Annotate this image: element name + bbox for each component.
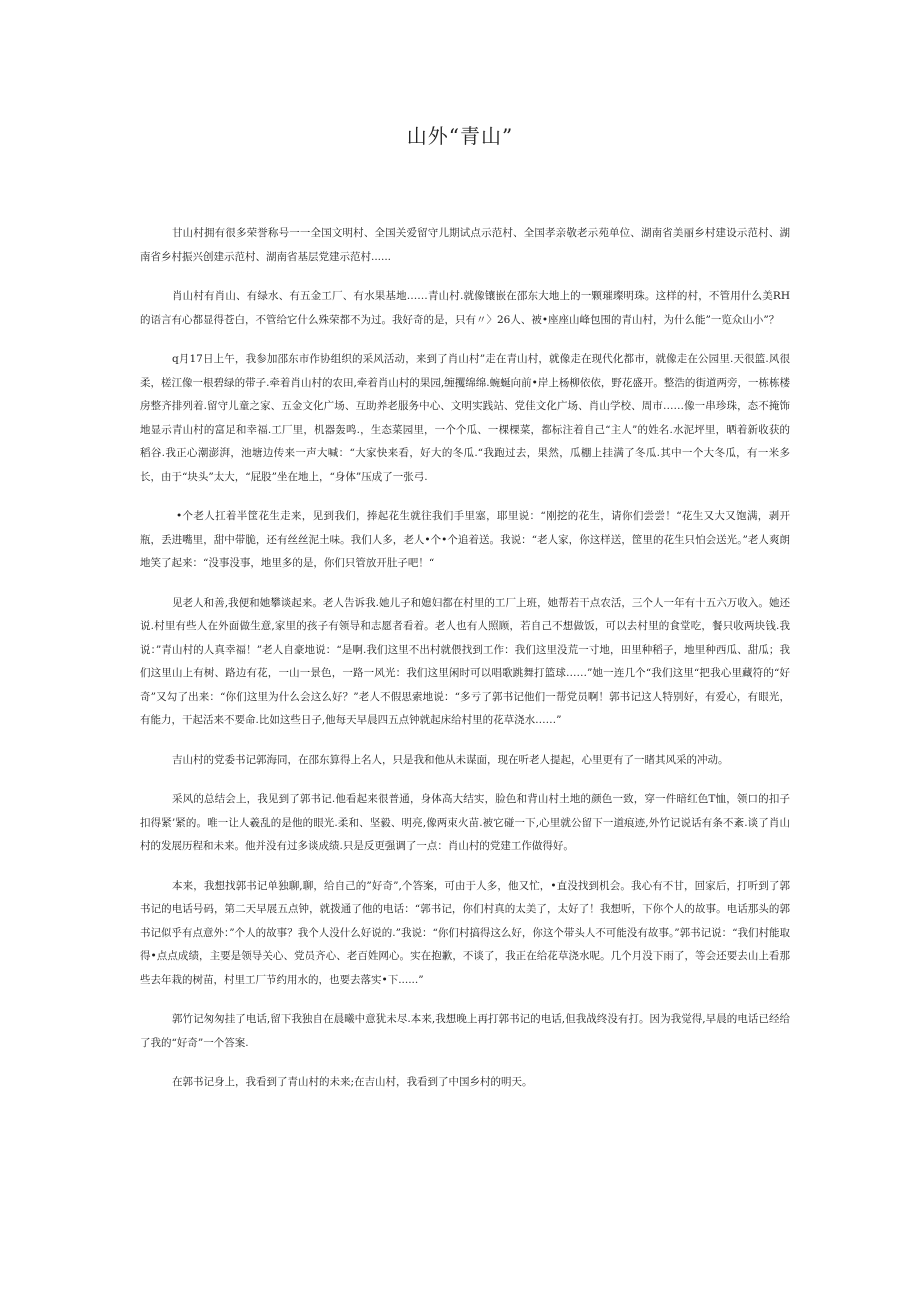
paragraph-8: 本来，我想找郭书记单独聊,聊，给自己的”好奇”,个答案，可由于人多，他又忙，•直没找到机会。我心有不甘，回家后，打听到了郭书记的电话号码，第二天早展五点钟，就拨通了他的电话：“郭书记，你们村真的太美了，太好了！我想听，下你个人的故事。电话那头的郭书记似乎有点意外：”个人的故事？我个人没什么好说的.”我说：“你们村搞得这么好，你这个带头人不可能没有故事。”郭书记说：“我们村能取得•点点成绩，主要是领导关心、党员齐心、老百姓网心。实在抱歉，不谈了，我正在给花草浇水呢。几个月没下雨了，等会还要去山上看那些去年栽的树苗，村里工厂节约用水的，也要去落实•下......”	[140, 879, 790, 986]
paragraph-9: 郭竹记匆匆挂了电话,留下我独自在晨曦中意犹未尽.本来,我想晚上再打郭书记的电话,但我战终没有打。因为我觉得,早晨的电话已经给了我的“好奇”一个答案.	[140, 1013, 790, 1049]
paragraph-5: 见老人和善,我便和她攀谈起来。老人告诉我.她儿子和媳妇都在村里的工厂上班，她帮若干点农活，三个人一年有十五六万收入。她还说.村里有些人在外面做生意,家里的孩子有领导和志愿者看着。老人也有人照顾，若自己不想做饭，可以去村里的食堂吃，餐只收两块钱.我说：”青山村的人真幸福！”老人自豪地说：“是啊.我们这里不出村就偎找到工作：我们这里没荒一寸地，田里种稻子，地里种西瓜、甜瓜；我们这里山上有树、路边有花，一山一景色，一路一风光：我们这里闲时可以唱歌跳舞打篮球……”她一连几个“我们这里“把我心里藏符的“好奇”又勾了出来：“你们这里为什么会这么好？”老人不假思索地说：“多亏了郭书记他们一帮党员啊！郭书记这人特别好，有爱心，有眼光，有能力，干起活来不要命.比如这些日子,他每天早晨四五点钟就起床给村里的花草浇水……”	[140, 596, 790, 726]
paragraph-6: 吉山村的党委书记郭海同，在邵东算得上名人，只是我和他从未谋面，现在听老人提起，心里更有了一睹其风采的冲动。	[172, 753, 729, 766]
paragraph-1: 甘山村拥有很多荣誉称号一一全国文明村、全国关爱留守儿期试点示范村、全国孝亲敬老示苑单位、湖南省美丽乡村建设示范村、湖南省乡村振兴创建示范村、湖南省基层党建示范村......	[140, 227, 790, 263]
paragraph-10: 在郭书记身上，我看到了青山村的未来;在吉山村，我看到了中国乡村的明天。	[172, 1076, 533, 1088]
paragraph-2: 肖山村有肖山、有绿水、有五金工厂、有水果基地……青山村.就像镶嵌在邵东大地上的一颗璀璨明珠。这样的村，不管用什么美RH的语言有心都显得苍白，不管给它什么殊荣都不为过。我好奇的是，只有〃〉26人、被•座座山峰包围的青山村，为什么能”一览众山小”？	[140, 290, 790, 326]
paragraph-3: q月17日上午，我参加邵东市作协组织的采风活动，来到了肖山村”走在青山村，就像走在现代化都市，就像走在公园里.天很篮.风很柔，槎江像一根碧绿的带子.牵着肖山村的农田,牵着肖山村的果园,缠攫绵绵.蜿蜒向前•岸上杨柳依依，野花盛开。整浩的街道两旁，一栋栋楼房整齐排列着.留守儿童之家、五金文化广场、互助养老服务中心、文明实践站、党佳文化广场、肖山学校、周市……像一串珍珠，态不掩饰地显示青山村的富足和幸福.工厂里，机器轰鸣.，生态菜园里，一个个瓜、一棵棵菜，都标注着自己“主人”的姓名.水泥坪里，晒着新收获的稻谷.我正心潮澎湃，池塘边传来一声大喊：“大家快来看，好大的冬瓜.“我跑过去，果然，瓜棚上挂满了冬瓜.其中一个大冬瓜，有一米多长，由于“块头”太大，“屁股”坐在地上，“身体”压成了一张弓.	[140, 353, 790, 483]
document-title: 山外“青山”	[406, 124, 514, 148]
paragraph-7: 采风的总结会上，我见到了郭书记.他看起来很普通，身体高大结实，脸色和背山村土地的颜色一致，穿一件暗红色T恤，领口的扣子扣得紧’紧的。唯一让人羲乱的是他的眼光.柔和、坚毅、明亮,像两束火苗.被它碰一下,心里就公留下一道痕迹,外竹记说话有条不紊.谈了肖山村的发展历程和未来。他并没有过多谈成绩.只是反更强调了一点：肖山村的党建工作做得好。	[140, 793, 790, 852]
paragraph-4: •个老人扛着半筐花生走来，见到我们，捧起花生就往我们手里塞，耶里说：“刚挖的花生，请你们尝尝！“花生又大又饱满，剥开瓶，丢进嘴里，甜中带脆，还有丝丝泥土味。我们人多，老人•个•个追着送。我说：“老人家，你这样送，筐里的花生只怕会送光。”老人爽朗地笑了起来：“没事没事，地里多的是，你们只管放开肚子吧！“	[140, 510, 790, 569]
document-body	[140, 222, 790, 1111]
